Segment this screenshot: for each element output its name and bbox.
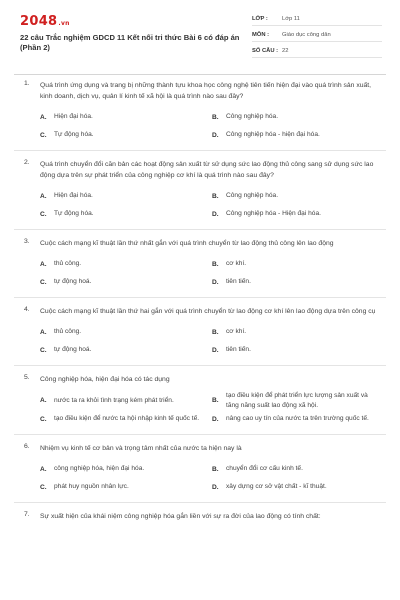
question-list	[0, 80, 400, 522]
question-divider	[14, 434, 386, 435]
question-number: 2.	[24, 159, 30, 166]
question-text: Quá trình ứng dụng và trang bị những thành tựu khoa học công nghệ tiên tiến hiện đại vào quá trình sản xuất, kinh doanh, dịch vụ, quản lí kinh tế xã hội là quá trình nào sau đây?	[40, 82, 372, 100]
option-b[interactable]	[212, 108, 384, 126]
option-text: Tự động hóa.	[54, 131, 94, 139]
option-text: thủ công.	[54, 328, 82, 336]
option-text: cơ khí.	[226, 260, 247, 268]
option-a[interactable]	[40, 255, 212, 273]
question-3	[0, 238, 400, 291]
meta-value: 22	[282, 48, 289, 54]
option-text: Công nghiệp hóa.	[226, 192, 279, 200]
answer-options	[40, 108, 376, 144]
question-7	[0, 511, 400, 522]
option-d[interactable]	[212, 126, 384, 144]
question-1	[0, 80, 400, 144]
question-number: 4.	[24, 306, 30, 313]
question-5	[0, 374, 400, 428]
option-c[interactable]	[40, 126, 212, 144]
logo-text: 2048	[20, 14, 58, 29]
meta-row-grade	[252, 13, 382, 26]
option-letter: B.	[212, 328, 219, 336]
question-text: Cuộc cách mạng kĩ thuật lần thứ nhất gắn với quá trình chuyển từ lao động thủ công lên lao động	[40, 240, 334, 247]
meta-row-count	[252, 45, 382, 58]
header-divider	[14, 74, 386, 75]
option-c[interactable]	[40, 341, 212, 359]
question-4	[0, 306, 400, 359]
question-divider	[14, 229, 386, 230]
option-letter: D.	[212, 415, 219, 423]
option-text: cơ khí.	[226, 328, 247, 336]
option-letter: D.	[212, 346, 219, 354]
option-a[interactable]	[40, 460, 212, 478]
option-letter: B.	[212, 113, 219, 121]
option-text: tiên tiến.	[226, 278, 251, 286]
question-number: 1.	[24, 80, 30, 87]
meta-key: MÔN :	[252, 32, 270, 38]
option-letter: D.	[212, 483, 219, 491]
question-divider	[14, 502, 386, 503]
option-text: xây dựng cơ sở vật chất - kĩ thuật.	[226, 483, 327, 491]
question-divider	[14, 150, 386, 151]
option-a[interactable]	[40, 187, 212, 205]
option-b[interactable]	[212, 391, 384, 410]
option-letter: B.	[212, 192, 219, 200]
option-text: nước ta ra khỏi tình trạng kém phát triển.	[54, 396, 174, 404]
document-header	[0, 0, 400, 70]
question-divider	[14, 365, 386, 366]
option-letter: A.	[40, 465, 47, 473]
option-text: nâng cao uy tín của nước ta trên trường quốc tế.	[226, 415, 369, 423]
option-letter: B.	[212, 260, 219, 268]
option-text: tiên tiến.	[226, 346, 251, 354]
option-letter: B.	[212, 397, 219, 404]
option-text: thủ công.	[54, 260, 82, 268]
question-text: Sự xuất hiện của khái niệm công nghiệp hóa gắn liền với sự ra đời của lao động có tính chất:	[40, 513, 321, 520]
option-letter: C.	[40, 483, 47, 491]
answer-options	[40, 187, 376, 223]
option-d[interactable]	[212, 478, 384, 496]
option-a[interactable]	[40, 323, 212, 341]
option-letter: A.	[40, 192, 47, 200]
option-letter: A.	[40, 397, 47, 404]
option-letter: A.	[40, 328, 47, 336]
option-letter: B.	[212, 465, 219, 473]
option-text: tự động hoá.	[54, 278, 92, 286]
question-number: 7.	[24, 511, 30, 518]
option-text: Tự động hóa.	[54, 210, 94, 218]
page-title: 22 câu Trắc nghiệm GDCD 11 Kết nối tri thức Bài 6 có đáp án (Phần 2)	[20, 33, 240, 52]
option-letter: A.	[40, 113, 47, 121]
question-text: Công nghiệp hóa, hiện đại hóa có tác dụng	[40, 376, 170, 383]
option-text: công nghiệp hóa, hiện đại hóa.	[54, 465, 145, 473]
option-b[interactable]	[212, 187, 384, 205]
question-number: 3.	[24, 238, 30, 245]
meta-value: Lớp 11	[282, 16, 300, 22]
question-text: Nhiệm vụ kinh tế cơ bản và trọng tâm nhất của nước ta hiện nay là	[40, 445, 242, 452]
option-text: phát huy nguồn nhân lực.	[54, 483, 129, 491]
option-letter: C.	[40, 415, 47, 423]
meta-value: Giáo dục công dân	[282, 32, 331, 38]
option-text: Công nghiệp hóa.	[226, 113, 279, 121]
question-2	[0, 159, 400, 223]
option-d[interactable]	[212, 410, 384, 428]
question-number: 5.	[24, 374, 30, 381]
option-c[interactable]	[40, 410, 212, 428]
option-c[interactable]	[40, 478, 212, 496]
meta-row-subject	[252, 29, 382, 42]
option-d[interactable]	[212, 273, 384, 291]
option-letter: A.	[40, 260, 47, 268]
site-logo[interactable]	[20, 14, 70, 29]
option-letter: C.	[40, 346, 47, 354]
option-a[interactable]	[40, 391, 212, 410]
answer-options	[40, 460, 376, 496]
question-6	[0, 443, 400, 496]
question-number: 6.	[24, 443, 30, 450]
option-text: Công nghiệp hóa - Hiện đại hóa.	[226, 210, 321, 218]
option-b[interactable]	[212, 460, 384, 478]
option-text: Hiện đại hóa.	[54, 113, 93, 121]
option-text: tự động hoá.	[54, 346, 92, 354]
option-text: Hiện đại hóa.	[54, 192, 93, 200]
question-divider	[14, 297, 386, 298]
meta-key: SỐ CÂU :	[252, 48, 279, 54]
answer-options	[40, 255, 376, 291]
option-d[interactable]	[212, 205, 384, 223]
option-letter: D.	[212, 210, 219, 218]
question-text: Cuộc cách mạng kĩ thuật lần thứ hai gắn với quá trình chuyển từ lao động cơ khí lên lao động dựa trên công cụ	[40, 308, 376, 315]
option-text: tạo điều kiện để phát triển lực lượng sản xuất và tăng năng suất lao động xã hội.	[226, 392, 368, 409]
option-letter: D.	[212, 278, 219, 286]
option-text: chuyển đổi cơ cấu kinh tế.	[226, 465, 303, 473]
option-a[interactable]	[40, 108, 212, 126]
option-text: Công nghiệp hóa - hiện đại hóa.	[226, 131, 320, 139]
option-letter: C.	[40, 278, 47, 286]
option-d[interactable]	[212, 341, 384, 359]
option-c[interactable]	[40, 205, 212, 223]
option-letter: C.	[40, 210, 47, 218]
logo-suffix: .vn	[58, 20, 70, 27]
answer-options	[40, 391, 376, 428]
option-letter: D.	[212, 131, 219, 139]
option-b[interactable]	[212, 323, 384, 341]
meta-key: LỚP :	[252, 16, 268, 22]
option-letter: C.	[40, 131, 47, 139]
option-text: tạo điều kiện để nước ta hội nhập kinh tế quốc tế.	[54, 415, 200, 423]
option-b[interactable]	[212, 255, 384, 273]
option-c[interactable]	[40, 273, 212, 291]
meta-info	[252, 13, 382, 61]
question-text: Quá trình chuyển đổi căn bản các hoạt động sản xuất từ sử dụng sức lao động thủ công sang sử dụng sức lao động dựa trên sự phát triển của công nghiệp cơ khí là quá trình nào sau đây?	[40, 161, 374, 179]
answer-options	[40, 323, 376, 359]
